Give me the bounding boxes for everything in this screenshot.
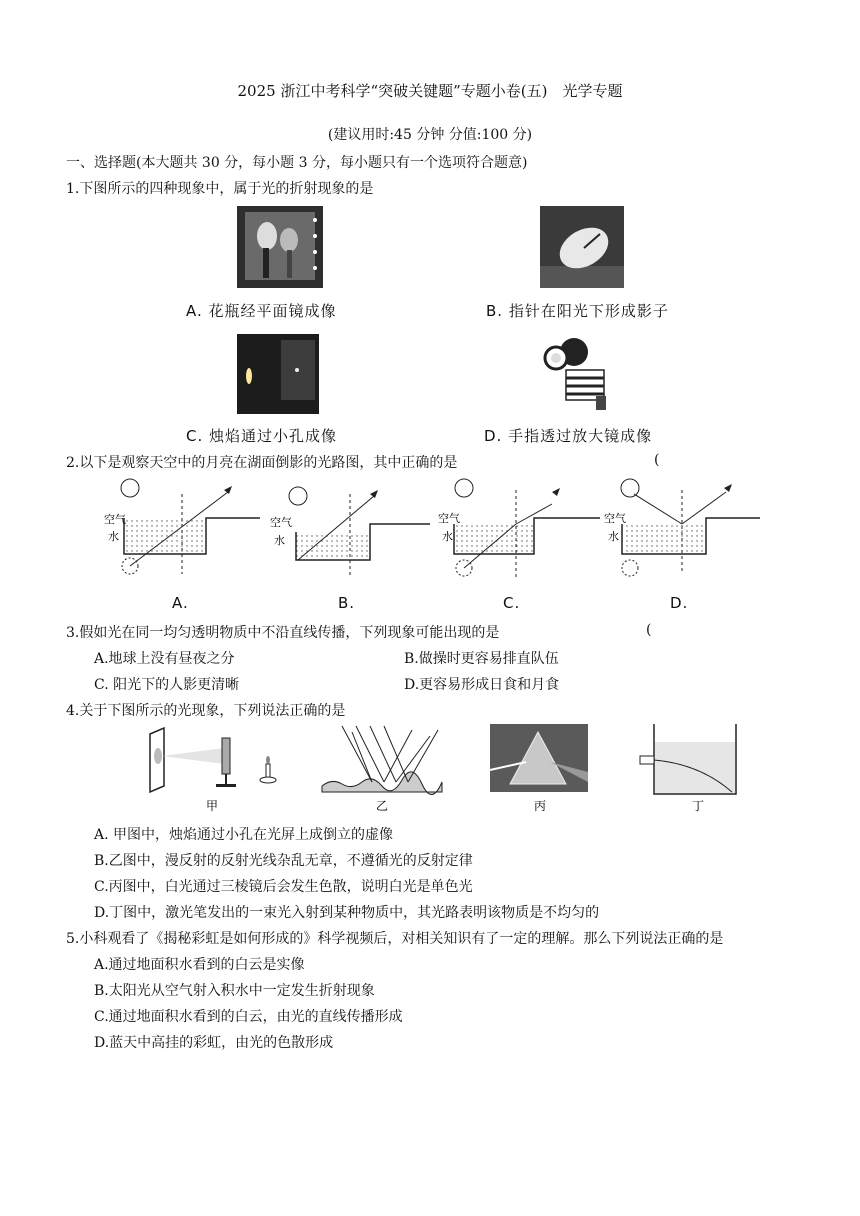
q2-diagrams: [100, 474, 800, 584]
water-label: 水: [108, 530, 119, 543]
q2-paren: (: [654, 452, 660, 468]
q1-stem: 1.下图所示的四种现象中，属于光的折射现象的是: [66, 181, 374, 197]
q4-option-b: B.乙图中，漫反射的反射光线杂乱无章，不遵循光的反射定律: [94, 853, 473, 869]
air-label: 空气: [104, 513, 126, 526]
section-heading: 一、选择题(本大题共 30 分，每小题 3 分，每小题只有一个选项符合题意): [66, 155, 528, 171]
q4-figure-jia: [150, 728, 276, 813]
q1-photo-c: [237, 334, 319, 414]
q1-caption-c: C. 烛焰通过小孔成像: [186, 427, 338, 445]
magnifier-boy-image: [536, 330, 616, 410]
fig-label-ding: 丁: [692, 799, 705, 813]
q4-stem: 4.关于下图所示的光现象，下列说法正确的是: [66, 703, 346, 719]
q1-caption-a: A. 花瓶经平面镜成像: [186, 302, 337, 320]
q1-caption-b: B. 指针在阳光下形成影子: [486, 302, 669, 320]
q5-option-d: D.蓝天中高挂的彩虹，由光的色散形成: [94, 1035, 334, 1051]
q1-photo-d: [536, 330, 616, 410]
air-label: 空气: [604, 512, 626, 525]
q5-option-a: A.通过地面积水看到的白云是实像: [94, 957, 305, 973]
fig-label-yi: 乙: [376, 799, 389, 813]
q4-figure-ding: [640, 724, 736, 813]
q3-option-a: A.地球上没有昼夜之分: [94, 651, 235, 667]
water-label: 水: [442, 530, 453, 543]
q1-photo-b: [540, 206, 624, 288]
sundial-image: [540, 206, 624, 288]
q3-option-d: D.更容易形成日食和月食: [404, 677, 560, 693]
q5-stem: 5.小科观看了《揭秘彩虹是如何形成的》科学视频后，对相关知识有了一定的理解。那么下列说法正确的是: [66, 931, 724, 947]
q4-option-a: A. 甲图中，烛焰通过小孔在光屏上成倒立的虚像: [94, 827, 394, 843]
q4-figures: [140, 722, 750, 818]
q3-option-b: B.做操时更容易排直队伍: [404, 651, 559, 667]
q5-option-c: C.通过地面积水看到的白云，由光的直线传播形成: [94, 1009, 403, 1025]
water-label: 水: [274, 534, 285, 547]
q2-label-c: C.: [503, 594, 521, 612]
q4-option-c: C.丙图中，白光通过三棱镜后会发生色散，说明白光是单色光: [94, 879, 473, 895]
q2-diagram-d: [604, 479, 760, 576]
q1-caption-d: D. 手指透过放大镜成像: [484, 427, 653, 445]
q3-stem: 3.假如光在同一均匀透明物质中不沿直线传播，下列现象可能出现的是: [66, 625, 500, 641]
q4-figure-yi: [322, 726, 442, 813]
q2-label-d: D.: [670, 594, 689, 612]
q2-stem: 2.以下是观察天空中的月亮在湖面倒影的光路图，其中正确的是: [66, 455, 458, 471]
q5-option-b: B.太阳光从空气射入积水中一定发生折射现象: [94, 983, 375, 999]
vase-mirror-image: [237, 206, 323, 288]
q2-diagram-a: [104, 479, 260, 574]
q4-figure-bing: [490, 724, 588, 813]
q2-label-b: B.: [338, 594, 356, 612]
q2-diagram-c: [438, 479, 600, 578]
air-label: 空气: [270, 516, 292, 529]
fig-label-jia: 甲: [206, 799, 219, 813]
q1-photo-a: [237, 206, 323, 288]
q3-paren: (: [646, 622, 652, 638]
q2-diagram-b: [270, 487, 430, 578]
page-subtitle: (建议用时:45 分钟 分值:100 分): [327, 127, 533, 143]
fig-label-bing: 丙: [534, 799, 547, 813]
q2-label-a: A.: [172, 594, 189, 612]
page-title: 2025 浙江中考科学“突破关键题”专题小卷(五) 光学专题: [237, 82, 623, 100]
pinhole-candle-image: [237, 334, 319, 414]
q4-option-d: D.丁图中，激光笔发出的一束光入射到某种物质中，其光路表明该物质是不均匀的: [94, 905, 600, 921]
water-label: 水: [608, 530, 619, 543]
air-label: 空气: [438, 512, 460, 525]
q3-option-c: C. 阳光下的人影更清晰: [94, 677, 240, 693]
